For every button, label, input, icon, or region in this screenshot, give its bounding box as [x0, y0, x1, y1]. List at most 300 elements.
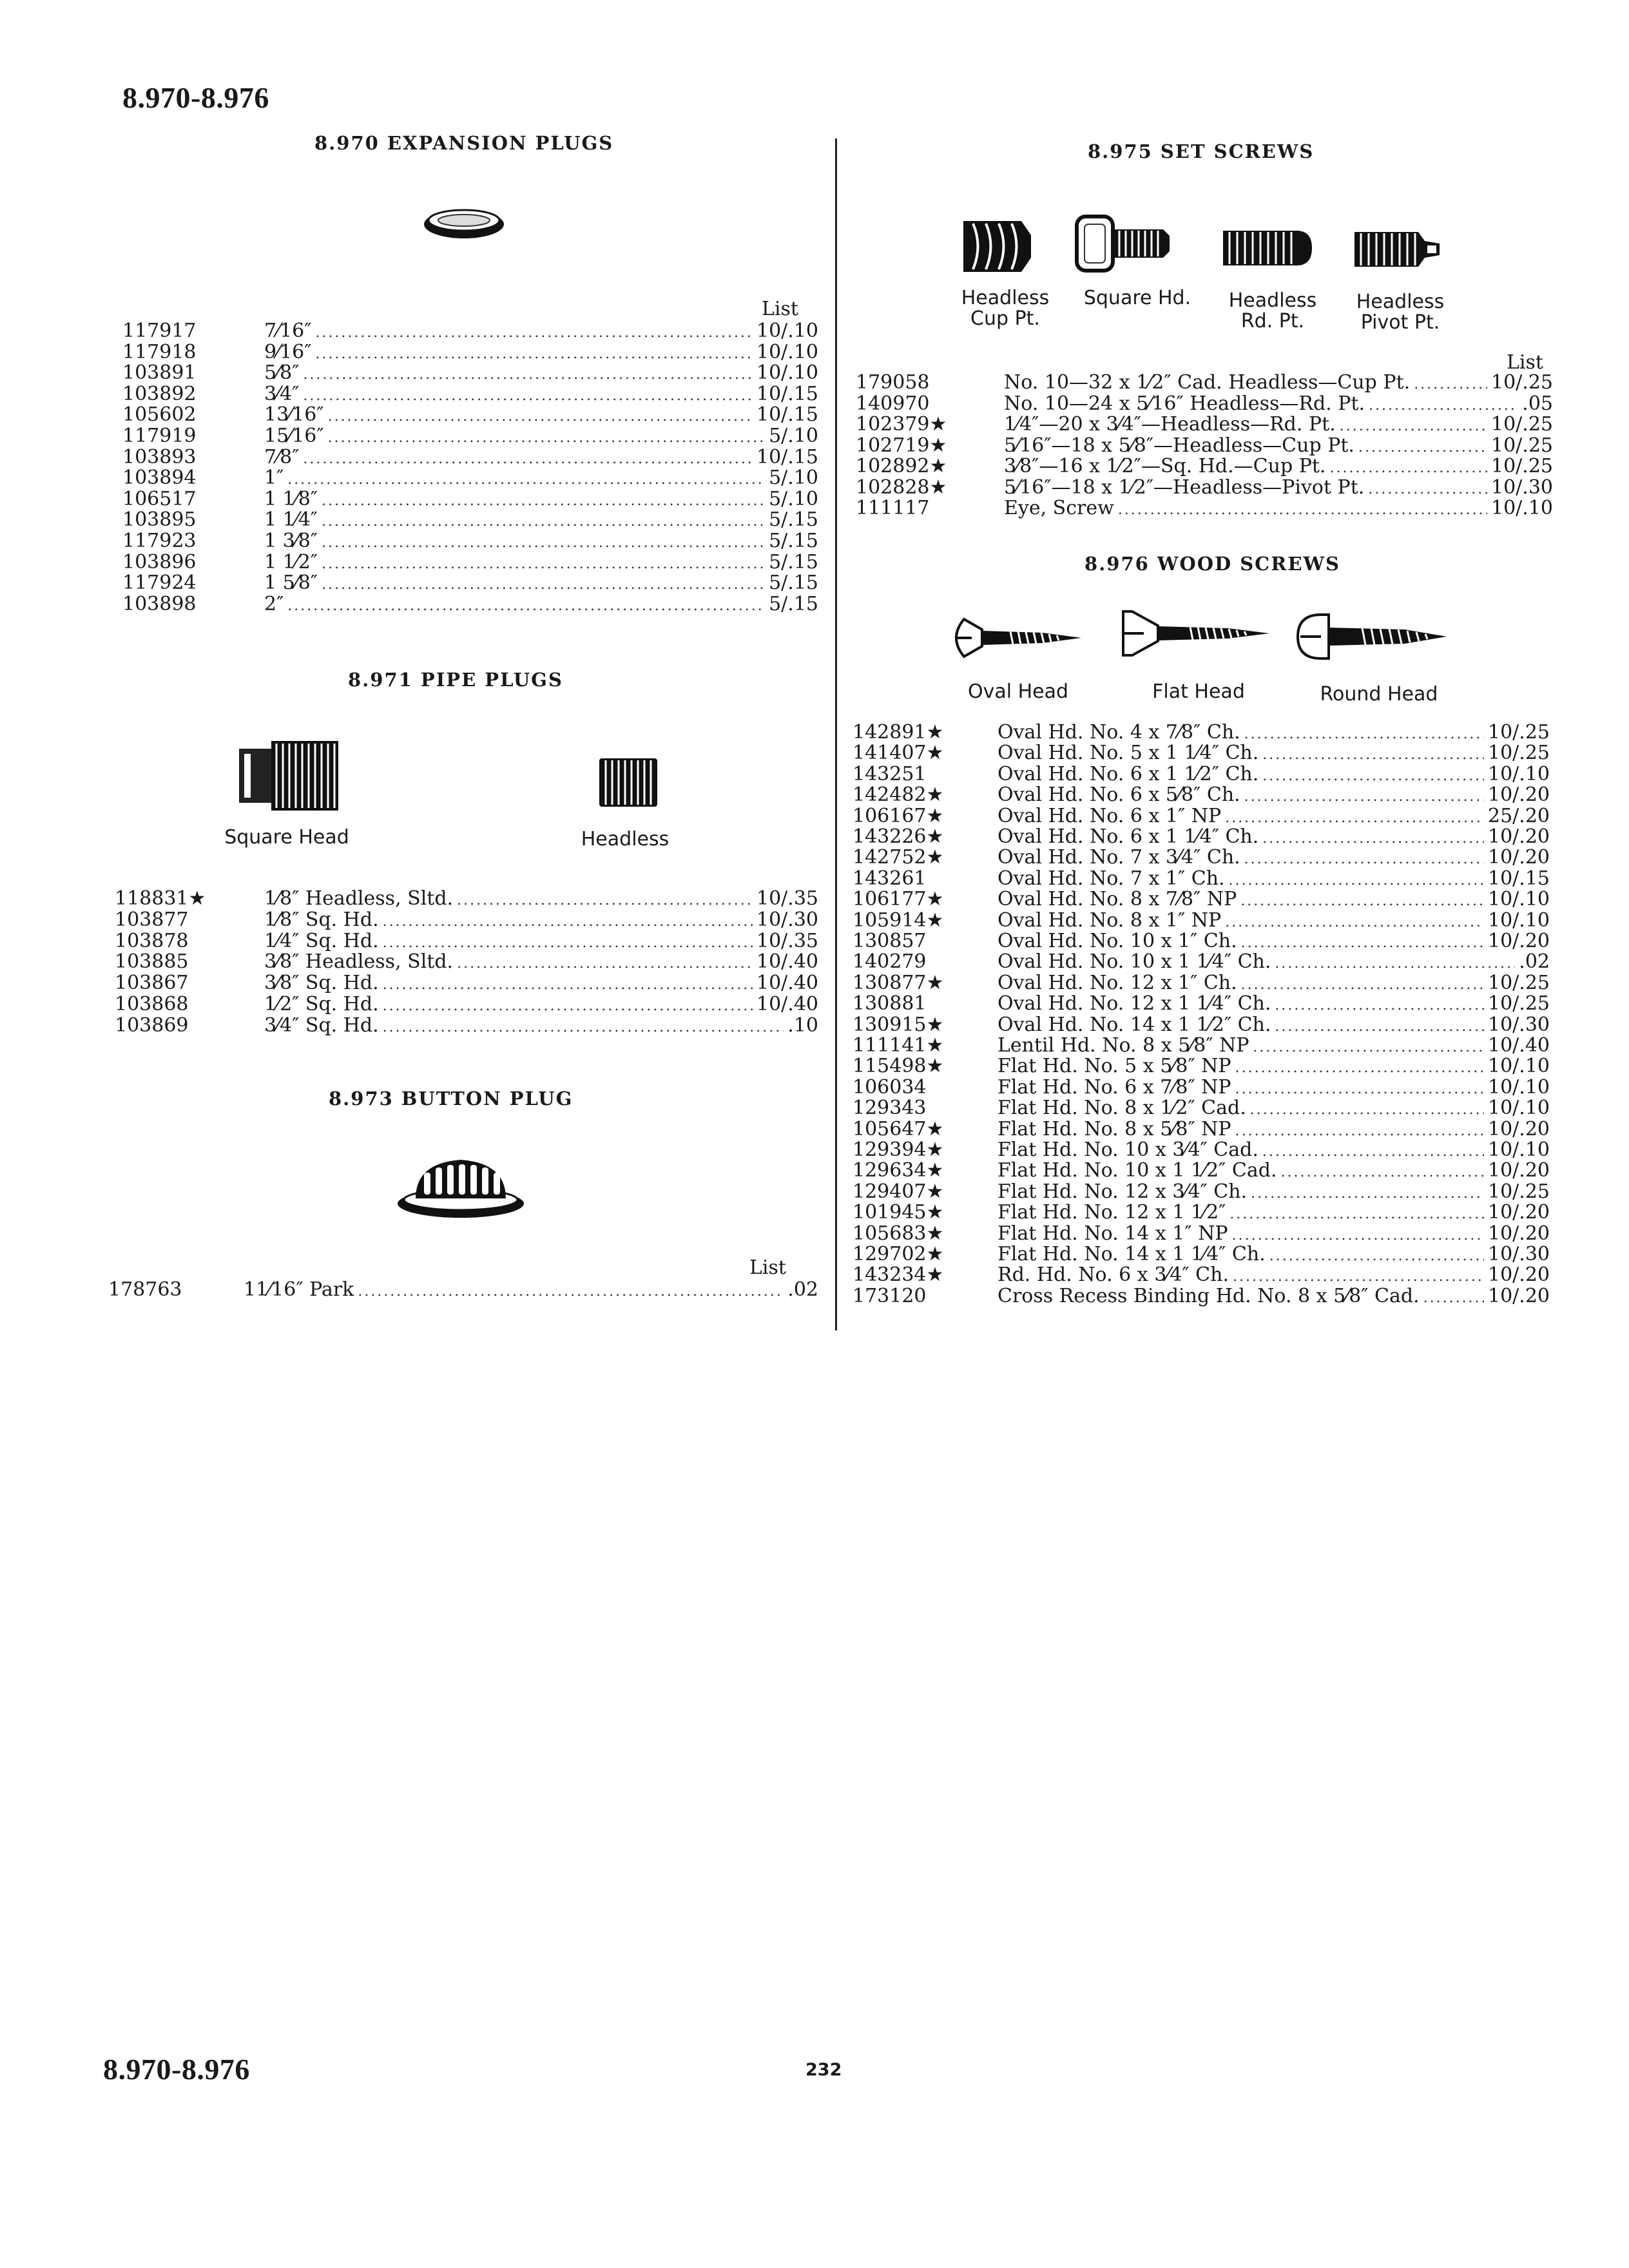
part-number: 173120	[853, 1284, 927, 1307]
part-description: Oval Hd. No. 6 x 1 1⁄4″ Ch.	[998, 825, 1259, 848]
part-description: No. 10—32 x 1⁄2″ Cad. Headless—Cup Pt.	[1004, 371, 1411, 394]
page-footer: 8.970-8.976	[103, 2053, 250, 2086]
table-row	[856, 497, 1553, 519]
table-row	[115, 888, 818, 909]
list-price: 10/.10	[1488, 762, 1550, 785]
caption-round-head: Round Head	[1320, 683, 1438, 706]
leader-dots	[1262, 828, 1484, 849]
leader-dots	[1241, 974, 1484, 995]
part-number: 103898	[122, 592, 197, 615]
list-price: 10/.15	[1488, 867, 1550, 890]
table-row	[853, 1202, 1550, 1223]
part-number: 130857	[853, 930, 927, 952]
leader-dots	[322, 532, 765, 553]
leader-dots	[1229, 870, 1484, 891]
part-number: 103892	[122, 382, 197, 405]
list-price: 10/.10	[1488, 908, 1550, 932]
part-description: Oval Hd. No. 12 x 1 1⁄4″ Ch.	[998, 992, 1271, 1015]
caption-headless: Headless	[581, 828, 670, 850]
section-title-pipe-plugs: 8.971 PIPE PLUGS	[348, 669, 563, 691]
table-row	[122, 320, 818, 341]
part-number: 103878	[115, 929, 189, 952]
flat-head-wood-screw-illustration	[1118, 609, 1273, 657]
list-price: 10/.20	[1488, 846, 1550, 869]
leader-dots	[322, 490, 765, 512]
part-description: Flat Hd. No. 14 x 1 1⁄4″ Ch.	[998, 1243, 1266, 1265]
part-description: 15⁄16″	[264, 425, 324, 447]
leader-dots	[1240, 890, 1484, 912]
leader-dots	[1244, 724, 1484, 745]
list-price: 10/.20	[1488, 1159, 1550, 1182]
list-label-set-screws: List	[1507, 351, 1543, 374]
part-description: 11⁄16″ Park	[244, 1278, 354, 1301]
part-description: Flat Hd. No. 10 x 3⁄4″ Cad.	[998, 1139, 1258, 1161]
part-number: 117918	[122, 340, 197, 363]
table-row	[853, 1264, 1550, 1285]
list-price: 5/.15	[769, 530, 818, 552]
table-row	[115, 951, 818, 972]
part-description: Oval Hd. No. 4 x 7⁄8″ Ch.	[998, 721, 1240, 744]
table-row	[853, 1181, 1550, 1202]
table-row	[115, 930, 818, 952]
leader-dots	[383, 974, 753, 995]
caption-flat-head: Flat Head	[1152, 680, 1245, 703]
leader-dots	[1368, 479, 1487, 500]
table-row	[853, 742, 1550, 764]
part-number: 101945★	[853, 1201, 944, 1224]
list-price: 10/.25	[1488, 742, 1550, 765]
leader-dots	[358, 1281, 784, 1302]
part-description: 3⁄4″	[264, 382, 300, 405]
part-description: Flat Hd. No. 8 x 5⁄8″ NP	[998, 1117, 1231, 1140]
leader-dots	[1275, 953, 1515, 974]
page-header: 8.970-8.976	[122, 81, 269, 114]
leader-dots	[383, 1017, 784, 1038]
table-row	[853, 1223, 1550, 1244]
part-number: 117919	[122, 425, 197, 447]
list-price: 5/.10	[769, 425, 818, 447]
table-row	[853, 910, 1550, 931]
part-description: Flat Hd. No. 10 x 1 1⁄2″ Cad.	[998, 1159, 1277, 1182]
column-divider	[835, 139, 837, 1331]
leader-dots	[1275, 995, 1484, 1016]
caption-headless-pivot-pt	[1345, 292, 1455, 333]
table-row	[853, 764, 1550, 785]
caption-square-hd	[1073, 288, 1202, 309]
list-price: 10/.40	[757, 950, 818, 974]
square-head-set-screw-illustration	[1073, 211, 1173, 276]
part-description: 1 1⁄2″	[264, 550, 318, 573]
part-number: 130881	[853, 992, 927, 1015]
part-description: 1⁄2″ Sq. Hd.	[264, 993, 379, 1015]
leader-dots	[1251, 1183, 1484, 1204]
table-row	[853, 930, 1550, 952]
part-number: 111141★	[853, 1034, 944, 1057]
leader-dots	[457, 890, 753, 911]
table-row	[122, 362, 818, 383]
part-description: 1⁄4″—20 x 3⁄4″—Headless—Rd. Pt.	[1004, 413, 1336, 436]
part-number: 179058	[856, 371, 930, 394]
table-row	[122, 425, 818, 447]
list-price: 10/.10	[1488, 1075, 1550, 1099]
part-description: 1 3⁄8″	[264, 530, 318, 552]
list-price: 10/.25	[1491, 371, 1553, 394]
headless-cup-point-set-screw-illustration	[960, 216, 1034, 277]
list-price: 10/.30	[1491, 476, 1553, 499]
table-row	[122, 341, 818, 363]
part-number: 118831★	[115, 887, 206, 910]
leader-dots	[1253, 1037, 1484, 1058]
part-number: 103896	[122, 550, 197, 573]
part-description: 1 1⁄8″	[264, 487, 318, 510]
leader-dots	[1232, 1225, 1484, 1246]
list-price: 10/.10	[1488, 888, 1550, 911]
list-label-expansion: List	[762, 298, 798, 320]
table-row	[853, 1119, 1550, 1140]
table-row	[856, 393, 1553, 414]
table-row	[122, 552, 818, 573]
leader-dots	[457, 953, 753, 974]
leader-dots	[303, 364, 753, 385]
leader-dots	[1340, 416, 1487, 437]
table-row	[853, 826, 1550, 847]
list-price: 10/.10	[1488, 1097, 1550, 1120]
part-number: 106177★	[853, 888, 944, 911]
list-price: 10/.10	[757, 340, 818, 363]
table-row	[853, 784, 1550, 805]
list-price: 5/.10	[769, 487, 818, 510]
list-price: 10/.30	[1488, 1243, 1550, 1265]
part-number: 105683★	[853, 1222, 944, 1245]
part-number: 103867	[115, 972, 189, 995]
part-description: 5⁄16″—18 x 5⁄8″—Headless—Cup Pt.	[1004, 434, 1354, 457]
list-price: 10/.25	[1488, 1180, 1550, 1203]
table-row	[122, 572, 818, 593]
part-number: 102719★	[856, 434, 947, 457]
button-plug-illustration	[393, 1147, 528, 1221]
list-price: 10/.30	[1488, 1013, 1550, 1036]
table-row	[853, 951, 1550, 972]
leader-dots	[1235, 1120, 1484, 1142]
leader-dots	[328, 406, 753, 427]
leader-dots	[1235, 1057, 1484, 1079]
part-description: 1″	[264, 466, 284, 490]
part-number: 103895	[122, 508, 197, 532]
part-description: No. 10—24 x 5⁄16″ Headless—Rd. Pt.	[1004, 392, 1365, 415]
list-price: 10/.10	[757, 361, 818, 385]
part-description: 1⁄8″ Sq. Hd.	[264, 908, 379, 931]
part-description: Flat Hd. No. 14 x 1″ NP	[998, 1222, 1228, 1245]
list-price: 10/.15	[757, 403, 818, 427]
part-description: 13⁄16″	[264, 403, 324, 427]
table-row	[853, 1097, 1550, 1119]
caption-line: Square Hd.	[1083, 287, 1191, 309]
part-description: 3⁄8″ Headless, Sltd.	[264, 950, 454, 974]
part-description: 1 1⁄4″	[264, 508, 318, 532]
part-number: 129702★	[853, 1243, 944, 1265]
part-description: Oval Hd. No. 5 x 1 1⁄4″ Ch.	[998, 742, 1259, 765]
part-number: 105914★	[853, 908, 944, 932]
part-number: 141407★	[853, 742, 944, 765]
part-description: Oval Hd. No. 8 x 1″ NP	[998, 908, 1222, 932]
square-head-pipe-plug-illustration	[235, 735, 345, 815]
table-row	[853, 889, 1550, 910]
list-price: 10/.25	[1491, 434, 1553, 457]
list-price: 10/.40	[757, 993, 818, 1015]
part-number: 117923	[122, 530, 197, 552]
part-number: 103894	[122, 466, 197, 490]
table-row	[856, 456, 1553, 477]
part-description: 1 5⁄8″	[264, 572, 318, 595]
part-number: 102892★	[856, 455, 947, 477]
part-description: Rd. Hd. No. 6 x 3⁄4″ Ch.	[998, 1264, 1229, 1287]
part-number: 140970	[856, 392, 930, 415]
leader-dots	[315, 322, 753, 343]
caption-line: Rd. Pt.	[1240, 310, 1305, 332]
part-description: Oval Hd. No. 10 x 1″ Ch.	[998, 930, 1237, 952]
part-description: 5⁄16″—18 x 1⁄2″—Headless—Pivot Pt.	[1004, 476, 1365, 499]
part-number: 103877	[115, 908, 189, 931]
leader-dots	[303, 385, 753, 407]
part-number: 102828★	[856, 476, 947, 499]
leader-dots	[315, 343, 753, 365]
part-description: 1⁄4″ Sq. Hd.	[264, 929, 379, 952]
caption-oval-head: Oval Head	[967, 680, 1069, 703]
leader-dots	[1118, 499, 1487, 521]
table-row	[122, 383, 818, 405]
part-number: 117924	[122, 572, 197, 595]
table-row	[122, 488, 818, 510]
part-description: Oval Hd. No. 12 x 1″ Ch.	[998, 971, 1237, 994]
table-row	[856, 372, 1553, 393]
table-row	[853, 805, 1550, 827]
table-row	[122, 404, 818, 425]
table-row	[853, 1055, 1550, 1077]
list-price: 10/.20	[1488, 1264, 1550, 1287]
leader-dots	[303, 448, 753, 470]
list-price: 10/.20	[1488, 783, 1550, 807]
leader-dots	[1262, 765, 1484, 787]
leader-dots	[1262, 744, 1484, 765]
table-row	[853, 972, 1550, 994]
list-price: 10/.40	[757, 972, 818, 995]
leader-dots	[383, 995, 753, 1017]
leader-dots	[1280, 1162, 1484, 1183]
table-row	[115, 972, 818, 994]
table-row	[853, 1035, 1550, 1056]
list-price: 5/.15	[769, 572, 818, 595]
list-price: 10/.30	[757, 908, 818, 931]
table-row	[853, 868, 1550, 889]
leader-dots	[1225, 807, 1484, 829]
list-price: .02	[787, 1278, 818, 1301]
list-price: 10/.35	[757, 887, 818, 910]
list-price: 10/.25	[1488, 971, 1550, 994]
list-price: 10/.10	[1488, 1055, 1550, 1078]
part-number: 115498★	[853, 1055, 944, 1078]
table-row	[108, 1279, 818, 1300]
part-number: 143226★	[853, 825, 944, 848]
table-row	[856, 414, 1553, 435]
leader-dots	[322, 511, 765, 532]
part-description: 7⁄8″	[264, 445, 300, 468]
headless-pipe-plug-illustration	[596, 755, 660, 810]
leader-dots	[328, 427, 766, 448]
part-description: Flat Hd. No. 6 x 7⁄8″ NP	[998, 1075, 1231, 1099]
leader-dots	[1414, 374, 1487, 395]
part-number: 102379★	[856, 413, 947, 436]
table-row	[853, 1077, 1550, 1098]
round-head-wood-screw-illustration	[1295, 611, 1450, 662]
headless-pivot-point-set-screw-illustration	[1351, 227, 1444, 272]
part-description: Oval Hd. No. 6 x 1″ NP	[998, 804, 1222, 827]
expansion-plug-illustration	[419, 200, 509, 245]
list-price: 10/.35	[757, 929, 818, 952]
caption-headless-rd-pt	[1218, 291, 1327, 332]
part-number: 117917	[122, 320, 197, 342]
table-row	[853, 1285, 1550, 1307]
caption-line: Headless	[961, 287, 1050, 309]
list-price: 5/.15	[769, 592, 818, 615]
leader-dots	[383, 911, 753, 932]
part-description: Cross Recess Binding Hd. No. 8 x 5⁄8″ Cad.	[998, 1284, 1420, 1307]
leader-dots	[1250, 1099, 1484, 1120]
part-number: 106517	[122, 487, 197, 510]
part-description: 7⁄16″	[264, 320, 312, 342]
part-number: 142482★	[853, 783, 944, 807]
list-price: 10/.25	[1488, 992, 1550, 1015]
leader-dots	[1229, 1204, 1484, 1225]
leader-dots	[1269, 1245, 1484, 1267]
part-number: 178763	[108, 1278, 182, 1301]
part-description: Flat Hd. No. 12 x 3⁄4″ Ch.	[998, 1180, 1248, 1203]
leader-dots	[322, 553, 765, 575]
oval-head-wood-screw-illustration	[946, 615, 1084, 660]
headless-round-point-set-screw-illustration	[1219, 226, 1316, 271]
list-price: 10/.10	[757, 320, 818, 342]
list-price: 10/.25	[1491, 413, 1553, 436]
table-row	[853, 847, 1550, 868]
part-number: 103869	[115, 1014, 189, 1037]
section-title-button-plug: 8.973 BUTTON PLUG	[329, 1088, 574, 1110]
list-price: 10/.15	[757, 445, 818, 468]
section-title-set-screws: 8.975 SET SCREWS	[1088, 140, 1315, 162]
part-number: 106034	[853, 1075, 927, 1099]
leader-dots	[1241, 932, 1484, 954]
part-description: 1⁄8″ Headless, Sltd.	[264, 887, 454, 910]
table-row	[853, 1139, 1550, 1160]
part-description: Oval Hd. No. 7 x 1″ Ch.	[998, 867, 1225, 890]
part-number: 129394★	[853, 1139, 944, 1161]
part-description: Flat Hd. No. 5 x 5⁄8″ NP	[998, 1055, 1231, 1078]
table-row	[115, 1015, 818, 1036]
part-number: 130877★	[853, 971, 944, 994]
part-description: Lentil Hd. No. 8 x 5⁄8″ NP	[998, 1034, 1249, 1057]
part-description: 9⁄16″	[264, 340, 312, 363]
part-number: 142891★	[853, 721, 944, 744]
part-number: 103893	[122, 445, 197, 468]
part-description: Oval Hd. No. 10 x 1 1⁄4″ Ch.	[998, 950, 1271, 974]
leader-dots	[322, 574, 765, 595]
part-description: Flat Hd. No. 8 x 1⁄2″ Cad.	[998, 1097, 1246, 1120]
table-row	[853, 1244, 1550, 1265]
leader-dots	[1275, 1016, 1484, 1037]
part-number: 106167★	[853, 804, 944, 827]
part-number: 103885	[115, 950, 189, 974]
leader-dots	[1225, 912, 1484, 933]
list-price: 10/.20	[1488, 930, 1550, 952]
list-price: 5/.15	[769, 508, 818, 532]
list-price: 10/.10	[1491, 497, 1553, 519]
list-label-button: List	[749, 1256, 786, 1279]
part-description: Oval Hd. No. 6 x 1 1⁄2″ Ch.	[998, 762, 1259, 785]
section-title-expansion-plugs: 8.970 EXPANSION PLUGS	[314, 132, 614, 154]
part-description: 5⁄8″	[264, 361, 300, 385]
list-price: .10	[787, 1014, 818, 1037]
list-price: 5/.10	[769, 466, 818, 490]
table-row	[853, 1014, 1550, 1035]
part-number: 103891	[122, 361, 197, 385]
part-number: 140279	[853, 950, 927, 974]
table-row	[856, 477, 1553, 498]
part-number: 143234★	[853, 1264, 944, 1287]
part-description: Oval Hd. No. 8 x 7⁄8″ NP	[998, 888, 1237, 911]
list-price: 10/.15	[757, 382, 818, 405]
leader-dots	[1244, 849, 1484, 870]
list-price: 5/.15	[769, 550, 818, 573]
caption-line: Pivot Pt.	[1360, 311, 1440, 334]
part-number: 130915★	[853, 1013, 944, 1036]
table-row	[122, 467, 818, 488]
list-price: 10/.10	[1488, 1139, 1550, 1161]
part-description: Flat Hd. No. 12 x 1 1⁄2″	[998, 1201, 1226, 1224]
table-row	[122, 530, 818, 552]
part-description: Oval Hd. No. 6 x 5⁄8″ Ch.	[998, 783, 1240, 807]
table-row	[122, 447, 818, 468]
part-number: 143261	[853, 867, 927, 890]
part-description: 3⁄8″ Sq. Hd.	[264, 972, 379, 995]
table-row	[853, 1160, 1550, 1181]
table-row	[856, 435, 1553, 456]
page-number: 232	[805, 2060, 842, 2080]
list-price: 25/.20	[1488, 804, 1550, 827]
list-price: .05	[1522, 392, 1553, 415]
part-number: 142752★	[853, 846, 944, 869]
leader-dots	[1235, 1079, 1484, 1100]
list-price: 10/.20	[1488, 1222, 1550, 1245]
leader-dots	[1358, 437, 1487, 458]
part-number: 105647★	[853, 1117, 944, 1140]
table-row	[122, 593, 818, 615]
list-price: 10/.40	[1488, 1034, 1550, 1057]
caption-line: Cup Pt.	[970, 307, 1040, 330]
part-number: 129407★	[853, 1180, 944, 1203]
list-price: 10/.20	[1488, 1201, 1550, 1224]
caption-line: Headless	[1228, 289, 1317, 312]
part-number: 103868	[115, 993, 189, 1015]
part-number: 129343	[853, 1097, 927, 1120]
table-row	[853, 993, 1550, 1014]
section-title-wood-screws: 8.976 WOOD SCREWS	[1084, 553, 1340, 575]
part-number: 143251	[853, 762, 927, 785]
leader-dots	[287, 595, 765, 617]
list-price: 10/.20	[1488, 1117, 1550, 1140]
part-description: Eye, Screw	[1004, 497, 1114, 519]
part-number: 111117	[856, 497, 930, 519]
part-description: Oval Hd. No. 14 x 1 1⁄2″ Ch.	[998, 1013, 1271, 1036]
part-description: Oval Hd. No. 7 x 3⁄4″ Ch.	[998, 846, 1240, 869]
leader-dots	[1244, 786, 1484, 807]
